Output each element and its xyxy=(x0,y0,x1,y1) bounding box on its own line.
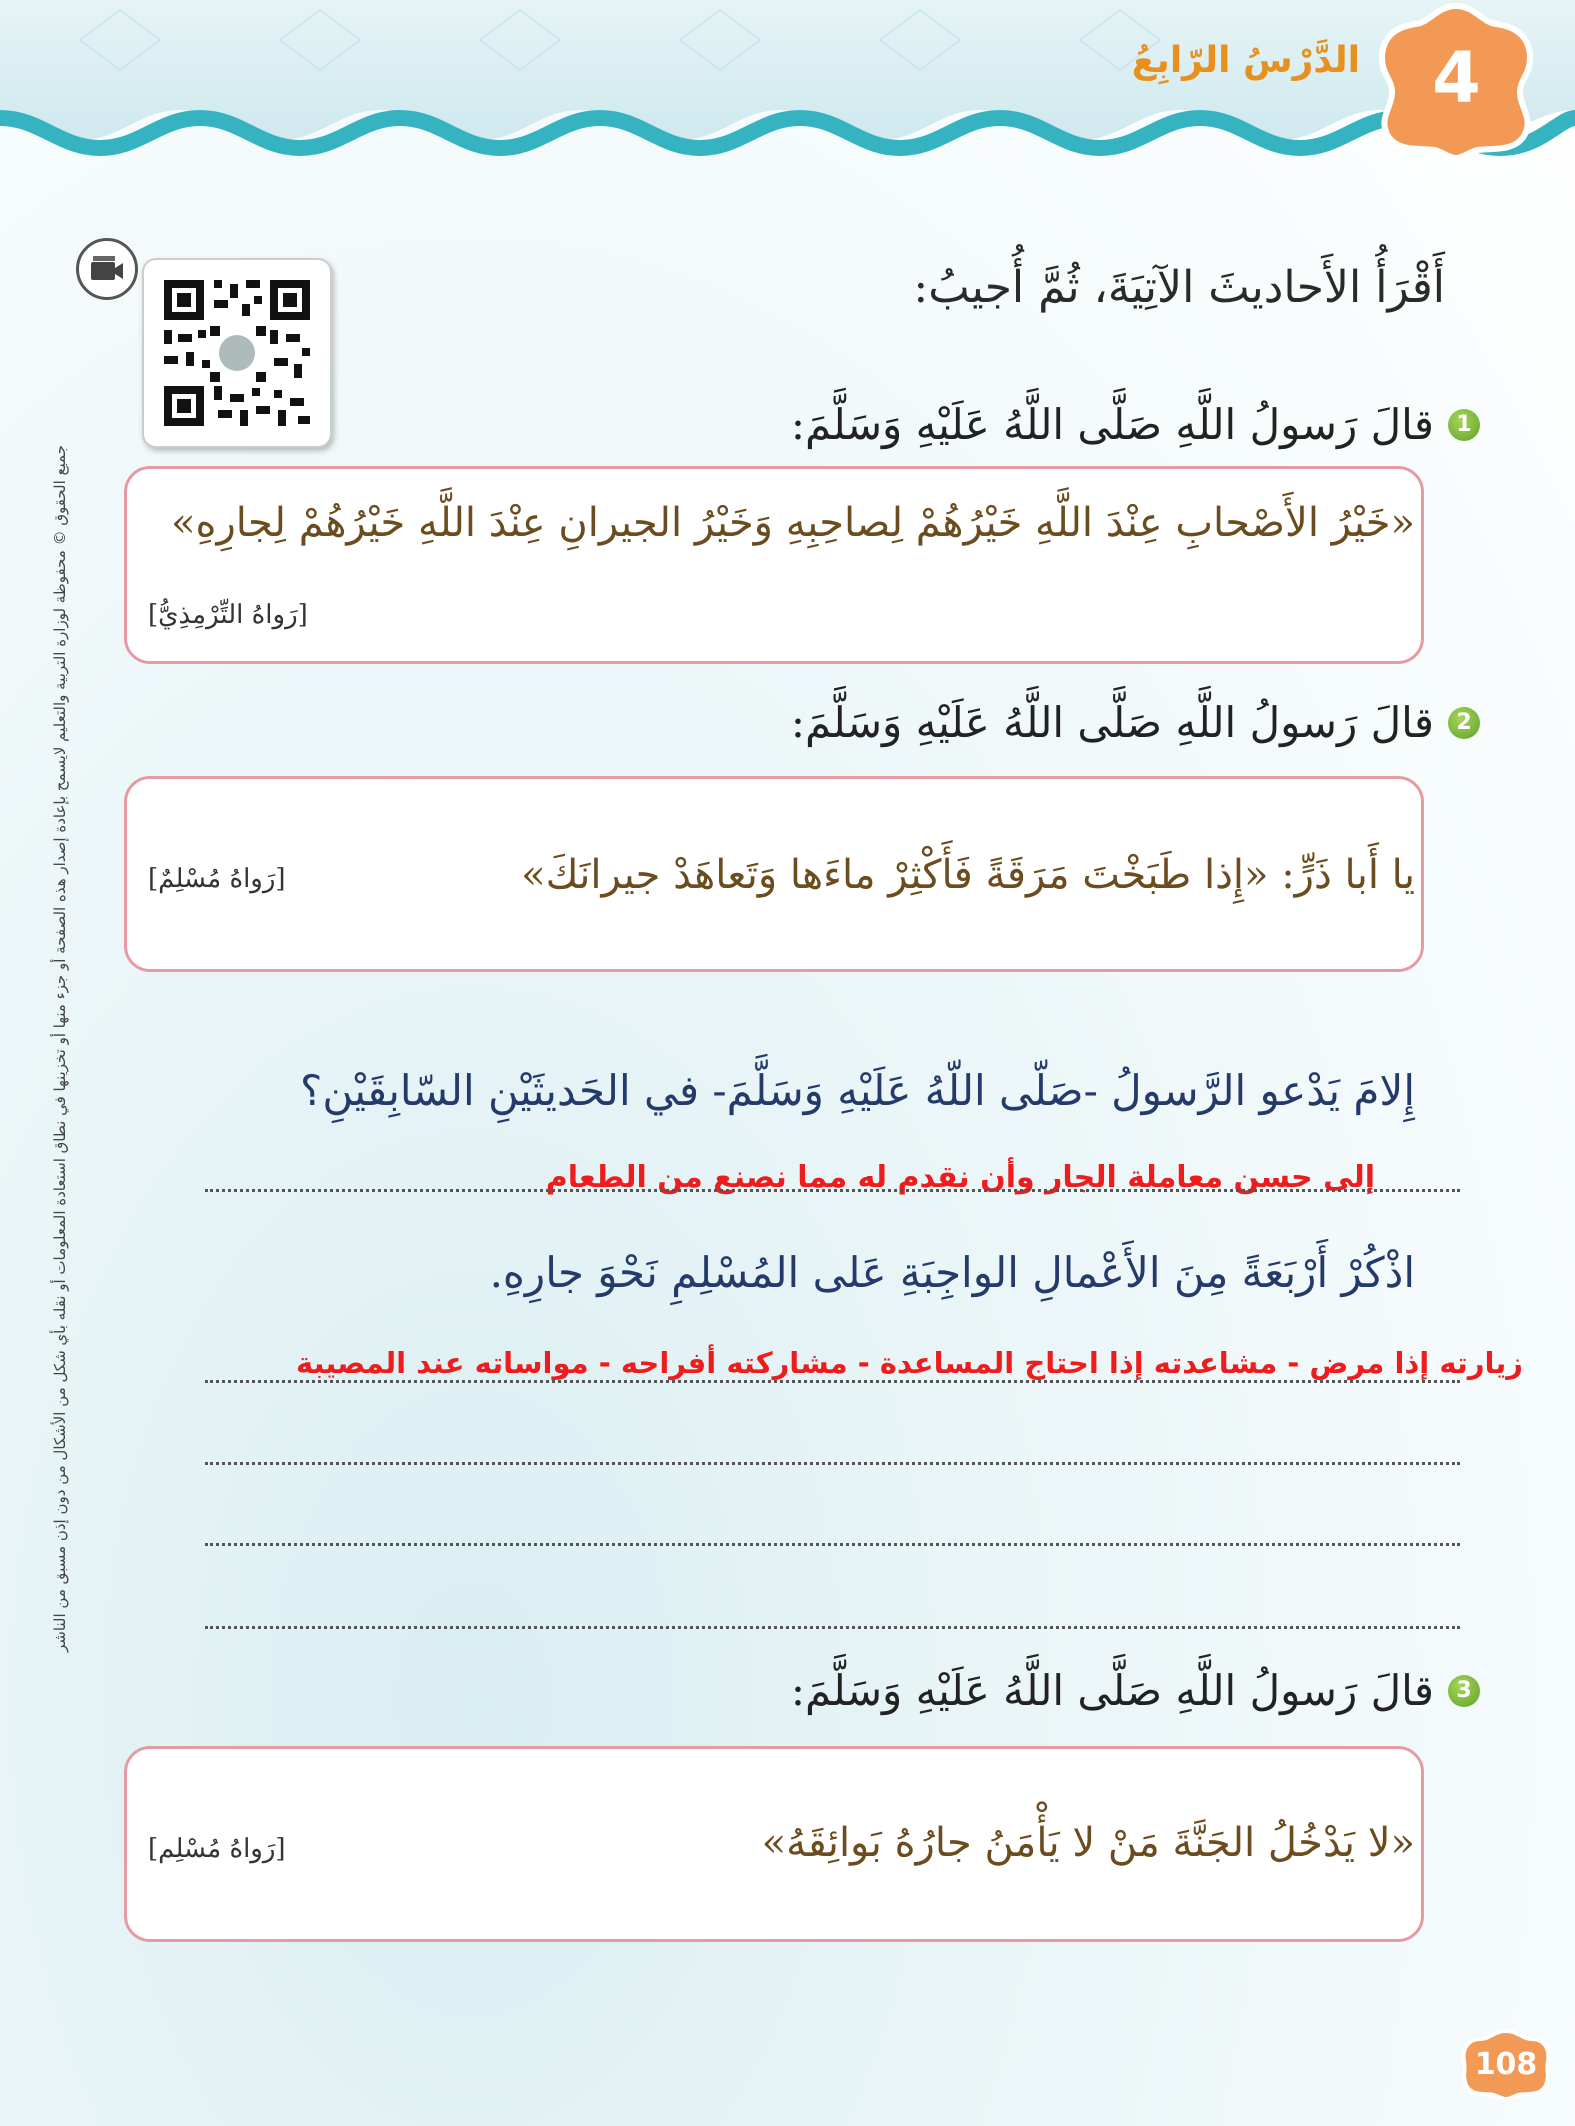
qr-code[interactable] xyxy=(142,258,332,448)
lesson-number-badge xyxy=(1374,0,1539,160)
hadith-1-intro xyxy=(791,400,1480,449)
question-1: إِلامَ يَدْعو الرَّسولُ -صَلّى اللّهُ عَلَيْهِ وَسَلَّمَ- في الحَديثَيْنِ السّابِقَيْنِ؟ xyxy=(300,1066,1415,1115)
instruction: أَقْرَأُ الأَحاديثَ الآتِيَةَ، ثُمَّ أُجيبُ: xyxy=(913,262,1445,313)
answer-line-1 xyxy=(205,1189,1460,1192)
hadith-3-number: 3 xyxy=(1448,1675,1480,1707)
answer-2: زيارته إذا مرض - مشاعدته إذا احتاج المساعدة - مشاركته أفراحه - مواساته عند المصيبة xyxy=(295,1346,1523,1380)
answer-line-2 xyxy=(205,1380,1460,1383)
answer-line-4 xyxy=(205,1543,1460,1546)
hadith-1-text: «خَيْرُ الأَصْحابِ عِنْدَ اللَّهِ خَيْرُهُمْ لِصاحِبِهِ وَخَيْرُ الجيرانِ عِنْدَ اللَّهِ خَيْرُهُمْ لِجارِهِ» xyxy=(171,500,1415,546)
hadith-2-text: يا أَبا ذَرٍّ: «إِذا طَبَخْتَ مَرَقَةً فَأَكْثِرْ ماءَها وَتَعاهَدْ جيرانَكَ» xyxy=(521,852,1415,898)
question-2: اذْكُرْ أَرْبَعَةً مِنَ الأَعْمالِ الواجِبَةِ عَلى المُسْلِمِ نَحْوَ جارِهِ. xyxy=(489,1248,1415,1297)
lesson-title: الدَّرْسُ الرّابِعُ xyxy=(1131,40,1360,81)
video-camera-glyph xyxy=(89,254,125,284)
hadith-2-number: 2 xyxy=(1448,707,1480,739)
hadith-1-source: [رَواهُ التِّرْمِذِيُّ] xyxy=(148,600,308,630)
hadith-1-intro-text: قالَ رَسولُ اللَّهِ صَلَّى اللَّهُ عَلَيْهِ وَسَلَّمَ: xyxy=(790,400,1434,449)
hadith-2-source: [رَواهُ مُسْلِمٌ] xyxy=(148,864,286,894)
hadith-3-intro xyxy=(791,1666,1480,1715)
header-wave-band xyxy=(0,0,1575,190)
page-number: 108 xyxy=(1474,2046,1538,2082)
answer-line-5 xyxy=(205,1626,1460,1629)
page-number-badge xyxy=(1458,2027,1554,2101)
qr-code-pattern xyxy=(144,260,330,446)
answer-line-3 xyxy=(205,1462,1460,1465)
answer-1: إلى حسن معاملة الجار وأن نقدم له مما نصنع من الطعام xyxy=(545,1160,1375,1195)
lesson-number: 4 xyxy=(1432,37,1481,119)
hadith-1-number: 1 xyxy=(1448,409,1480,441)
hadith-3-intro-text: قالَ رَسولُ اللَّهِ صَلَّى اللَّهُ عَلَيْهِ وَسَلَّمَ: xyxy=(790,1666,1434,1715)
copyright-note: جميع الحقوق © محفوظة لوزارة التربية والتعليم لايسمح بإعادة إصدار هذه الصفحة أو جزء منها أو تخزينها في نطاق استعادة المعلومات أو نقله بأي شكل من الأشكال من دون إذن مسبق من الناشر xyxy=(51,445,69,1653)
hadith-1-box xyxy=(124,466,1424,664)
hadith-3-text: «لا يَدْخُلُ الجَنَّةَ مَنْ لا يَأْمَنُ جارُهُ بَوائِقَهُ» xyxy=(761,1820,1415,1866)
video-camera-icon[interactable] xyxy=(76,238,138,300)
hadith-3-source: [رَواهُ مُسْلِم] xyxy=(148,1834,286,1864)
hadith-2-intro-text: قالَ رَسولُ اللَّهِ صَلَّى اللَّهُ عَلَيْهِ وَسَلَّمَ: xyxy=(790,698,1434,747)
hadith-2-intro xyxy=(791,698,1480,747)
